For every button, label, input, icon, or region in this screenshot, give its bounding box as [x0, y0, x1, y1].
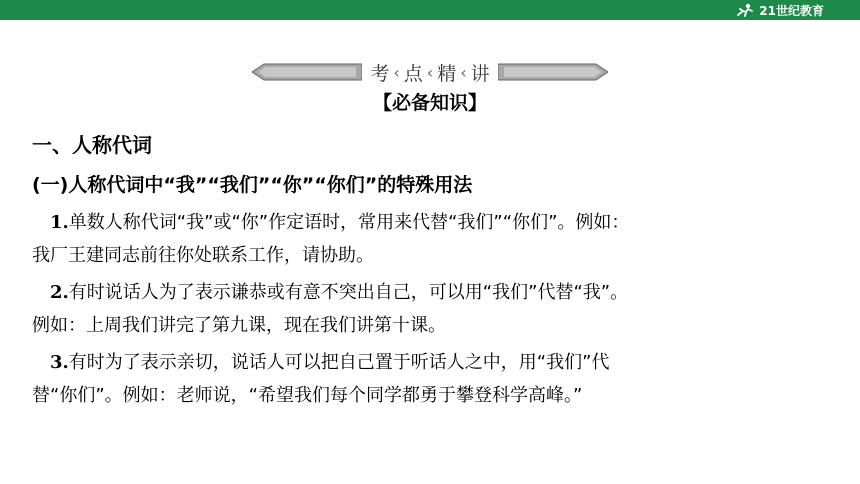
item-text-line1: 有时为了表示亲切，说话人可以把自己置于听话人之中，用“我们”代	[68, 352, 610, 373]
banner-word-4: 讲	[470, 62, 490, 85]
left-arrow-decoration	[252, 61, 362, 83]
banner-separator-1: ‹	[393, 62, 400, 82]
banner-word-2: 点	[403, 62, 423, 85]
banner-word-1: 考	[370, 62, 390, 85]
banner-title	[370, 59, 489, 86]
list-item	[32, 276, 832, 342]
item-number: 3.	[50, 352, 69, 373]
main-content	[32, 130, 832, 416]
top-header-bar	[0, 0, 860, 20]
item-text-line1: 有时说话人为了表示谦恭或有意不突出自己，可以用“我们”代替“我”。	[68, 282, 629, 303]
logo-text: 21世纪教育	[759, 3, 824, 18]
site-logo[interactable]	[734, 2, 824, 18]
item-number: 2.	[50, 282, 69, 303]
banner-word-3: 精	[437, 62, 457, 85]
right-arrow-decoration	[498, 61, 608, 83]
item-text-line1: 单数人称代词“我”或“你”作定语时，常用来代替“我们”“你们”。例如：	[68, 212, 630, 233]
item-text-line2: 替“你们”。例如：老师说，“希望我们每个同学都勇于攀登科学高峰。”	[32, 385, 583, 406]
section-banner	[0, 58, 860, 86]
heading-level1: 一、人称代词	[32, 133, 152, 157]
item-text-line2: 例如：上周我们讲完了第九课，现在我们讲第十课。	[32, 315, 446, 336]
item-text-line2: 我厂王建同志前往你处联系工作，请协助。	[32, 245, 374, 266]
banner-separator-2: ‹	[426, 62, 434, 82]
runner-icon	[734, 3, 756, 17]
item-number: 1.	[50, 212, 69, 233]
list-item	[32, 346, 832, 412]
banner-separator-3: ‹	[460, 62, 467, 82]
section-title: 【必备知识】	[372, 92, 487, 114]
heading-level2: (一)人称代词中“我”“我们”“你”“你们”的特殊用法	[32, 174, 473, 196]
list-item	[32, 206, 832, 272]
